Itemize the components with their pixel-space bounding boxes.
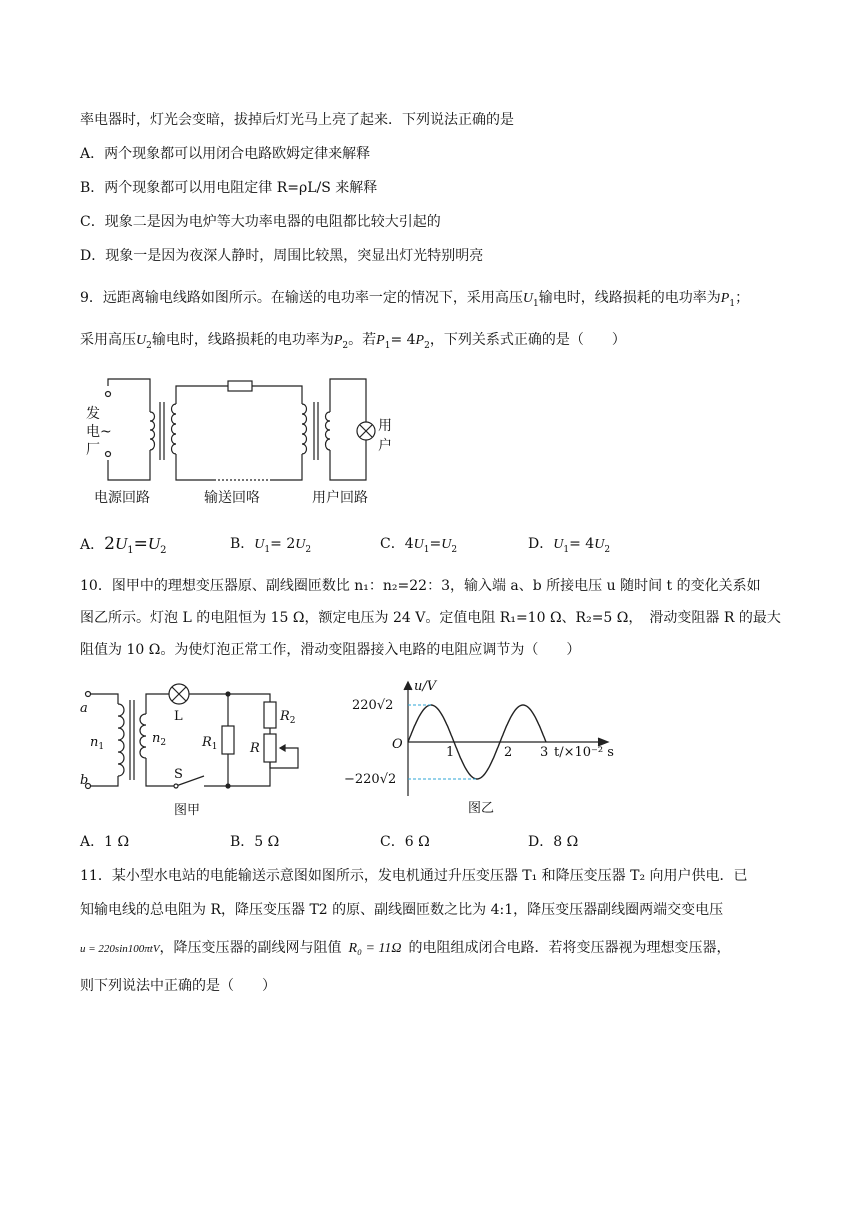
user-label-1: 用 xyxy=(378,418,392,434)
fig-jia-caption: 图甲 xyxy=(174,803,201,818)
origin-label: O xyxy=(392,737,403,752)
circuit-diagram-jia xyxy=(76,680,316,820)
n2-label: $n_2$ xyxy=(152,731,167,748)
q9-stem-line1: 9．远距离输电线路如图所示。在输送的电功率一定的情况下，采用高压$U_1$输电时，线路损耗的电功率为$P_1$； xyxy=(80,290,750,309)
q8-option-c: C．现象二是因为电炉等大功率电器的电阻都比较大引起的 xyxy=(80,214,441,230)
switch-label: S xyxy=(174,767,183,782)
user-label-2: 户 xyxy=(378,438,392,454)
rheostat-label: R xyxy=(250,741,260,756)
voltage-waveform-chart xyxy=(340,676,630,822)
gen-label-3: 厂 xyxy=(86,442,100,458)
label-transmit-loop: 输送回咯 xyxy=(204,490,260,506)
y-max-label: 220√2 xyxy=(352,698,394,713)
q11-stem-line1: 11．某小型水电站的电能输送示意图如图所示，发电机通过升压变压器 T₁ 和降压变压器 T₂ 向用户供电．已 xyxy=(80,868,748,884)
r1-label: $R_1$ xyxy=(202,735,218,752)
x-axis-label: t/×10⁻² s xyxy=(554,745,614,760)
terminal-a-label: a xyxy=(80,701,88,716)
q11-stem-line4: 则下列说法中正确的是（ ） xyxy=(80,978,276,994)
q11-stem-line3: u = 220sin100πtV，降压变压器的副线网与阻值 R₀ = 11Ω 的电阻组成闭合电路．若将变压器视为理想变压器， xyxy=(80,940,731,956)
q9-stem-line2: 采用高压$U_2$输电时，线路损耗的电功率为$P_2$。若$P_1= 4P_2$，下列关系式正确的是（ ） xyxy=(80,332,626,351)
label-source-loop: 电源回路 xyxy=(94,490,150,506)
transmission-line-diagram xyxy=(80,374,400,510)
y-min-label: −220√2 xyxy=(344,772,397,787)
q10-option-c: C．6 Ω xyxy=(380,834,430,850)
q8-option-d: D．现象一是因为夜深人静时，周围比较黑，突显出灯光特别明亮 xyxy=(80,248,484,264)
x-tick-2: 2 xyxy=(504,745,513,760)
gen-label-2: 电~ xyxy=(86,424,112,440)
q10-stem-line2: 图乙所示。灯泡 L 的电阻恒为 15 Ω，额定电压为 24 V。定值电阻 R₁=10 Ω、R₂=5 Ω， 滑动变阻器 R 的最大 xyxy=(80,610,781,626)
q10-option-b: B．5 Ω xyxy=(230,834,280,850)
n1-label: $n_1$ xyxy=(90,735,105,752)
q9-option-b: B．$U_1= 2U_2$ xyxy=(230,536,312,555)
x-tick-1: 1 xyxy=(446,745,455,760)
y-axis-label: u/V xyxy=(414,679,437,694)
q8-option-b: B．两个现象都可以用电阻定律 R=ρL/S 来解释 xyxy=(80,180,378,196)
gen-label-1: 发 xyxy=(86,406,100,422)
q10-option-d: D．8 Ω xyxy=(528,834,579,850)
q10-option-a: A．1 Ω xyxy=(80,834,130,850)
label-user-loop: 用户回路 xyxy=(312,490,368,506)
q8-option-a: A．两个现象都可以用闭合电路欧姆定律来解释 xyxy=(80,146,371,162)
r2-label: $R_2$ xyxy=(280,709,296,726)
q9-option-c: C．$4U_1=U_2$ xyxy=(380,536,458,555)
q8-stem-tail: 率电器时，灯光会变暗，拔掉后灯光马上亮了起来．下列说法正确的是 xyxy=(80,112,514,128)
q11-stem-line2: 知输电线的总电阻为 R，降压变压器 T2 的原、副线圈匝数之比为 4:1，降压变压器副线圈两端交变电压 xyxy=(80,902,724,918)
q10-stem-line1: 10．图甲中的理想变压器原、副线圈匝数比 n₁：n₂=22：3，输入端 a、b 所接电压 u 随时间 t 的变化关系如 xyxy=(80,578,761,594)
fig-yi-caption: 图乙 xyxy=(468,801,495,816)
terminal-b-label: b xyxy=(80,773,89,788)
q9-option-d: D．$U_1= 4U_2$ xyxy=(528,536,611,555)
lamp-label: L xyxy=(174,709,183,724)
x-tick-3: 3 xyxy=(540,745,549,760)
q9-option-a: A．$2U_1=U_2$ xyxy=(80,534,167,556)
q10-stem-line3: 阻值为 10 Ω。为使灯泡正常工作，滑动变阻器接入电路的电阻应调节为（ ） xyxy=(80,642,581,658)
